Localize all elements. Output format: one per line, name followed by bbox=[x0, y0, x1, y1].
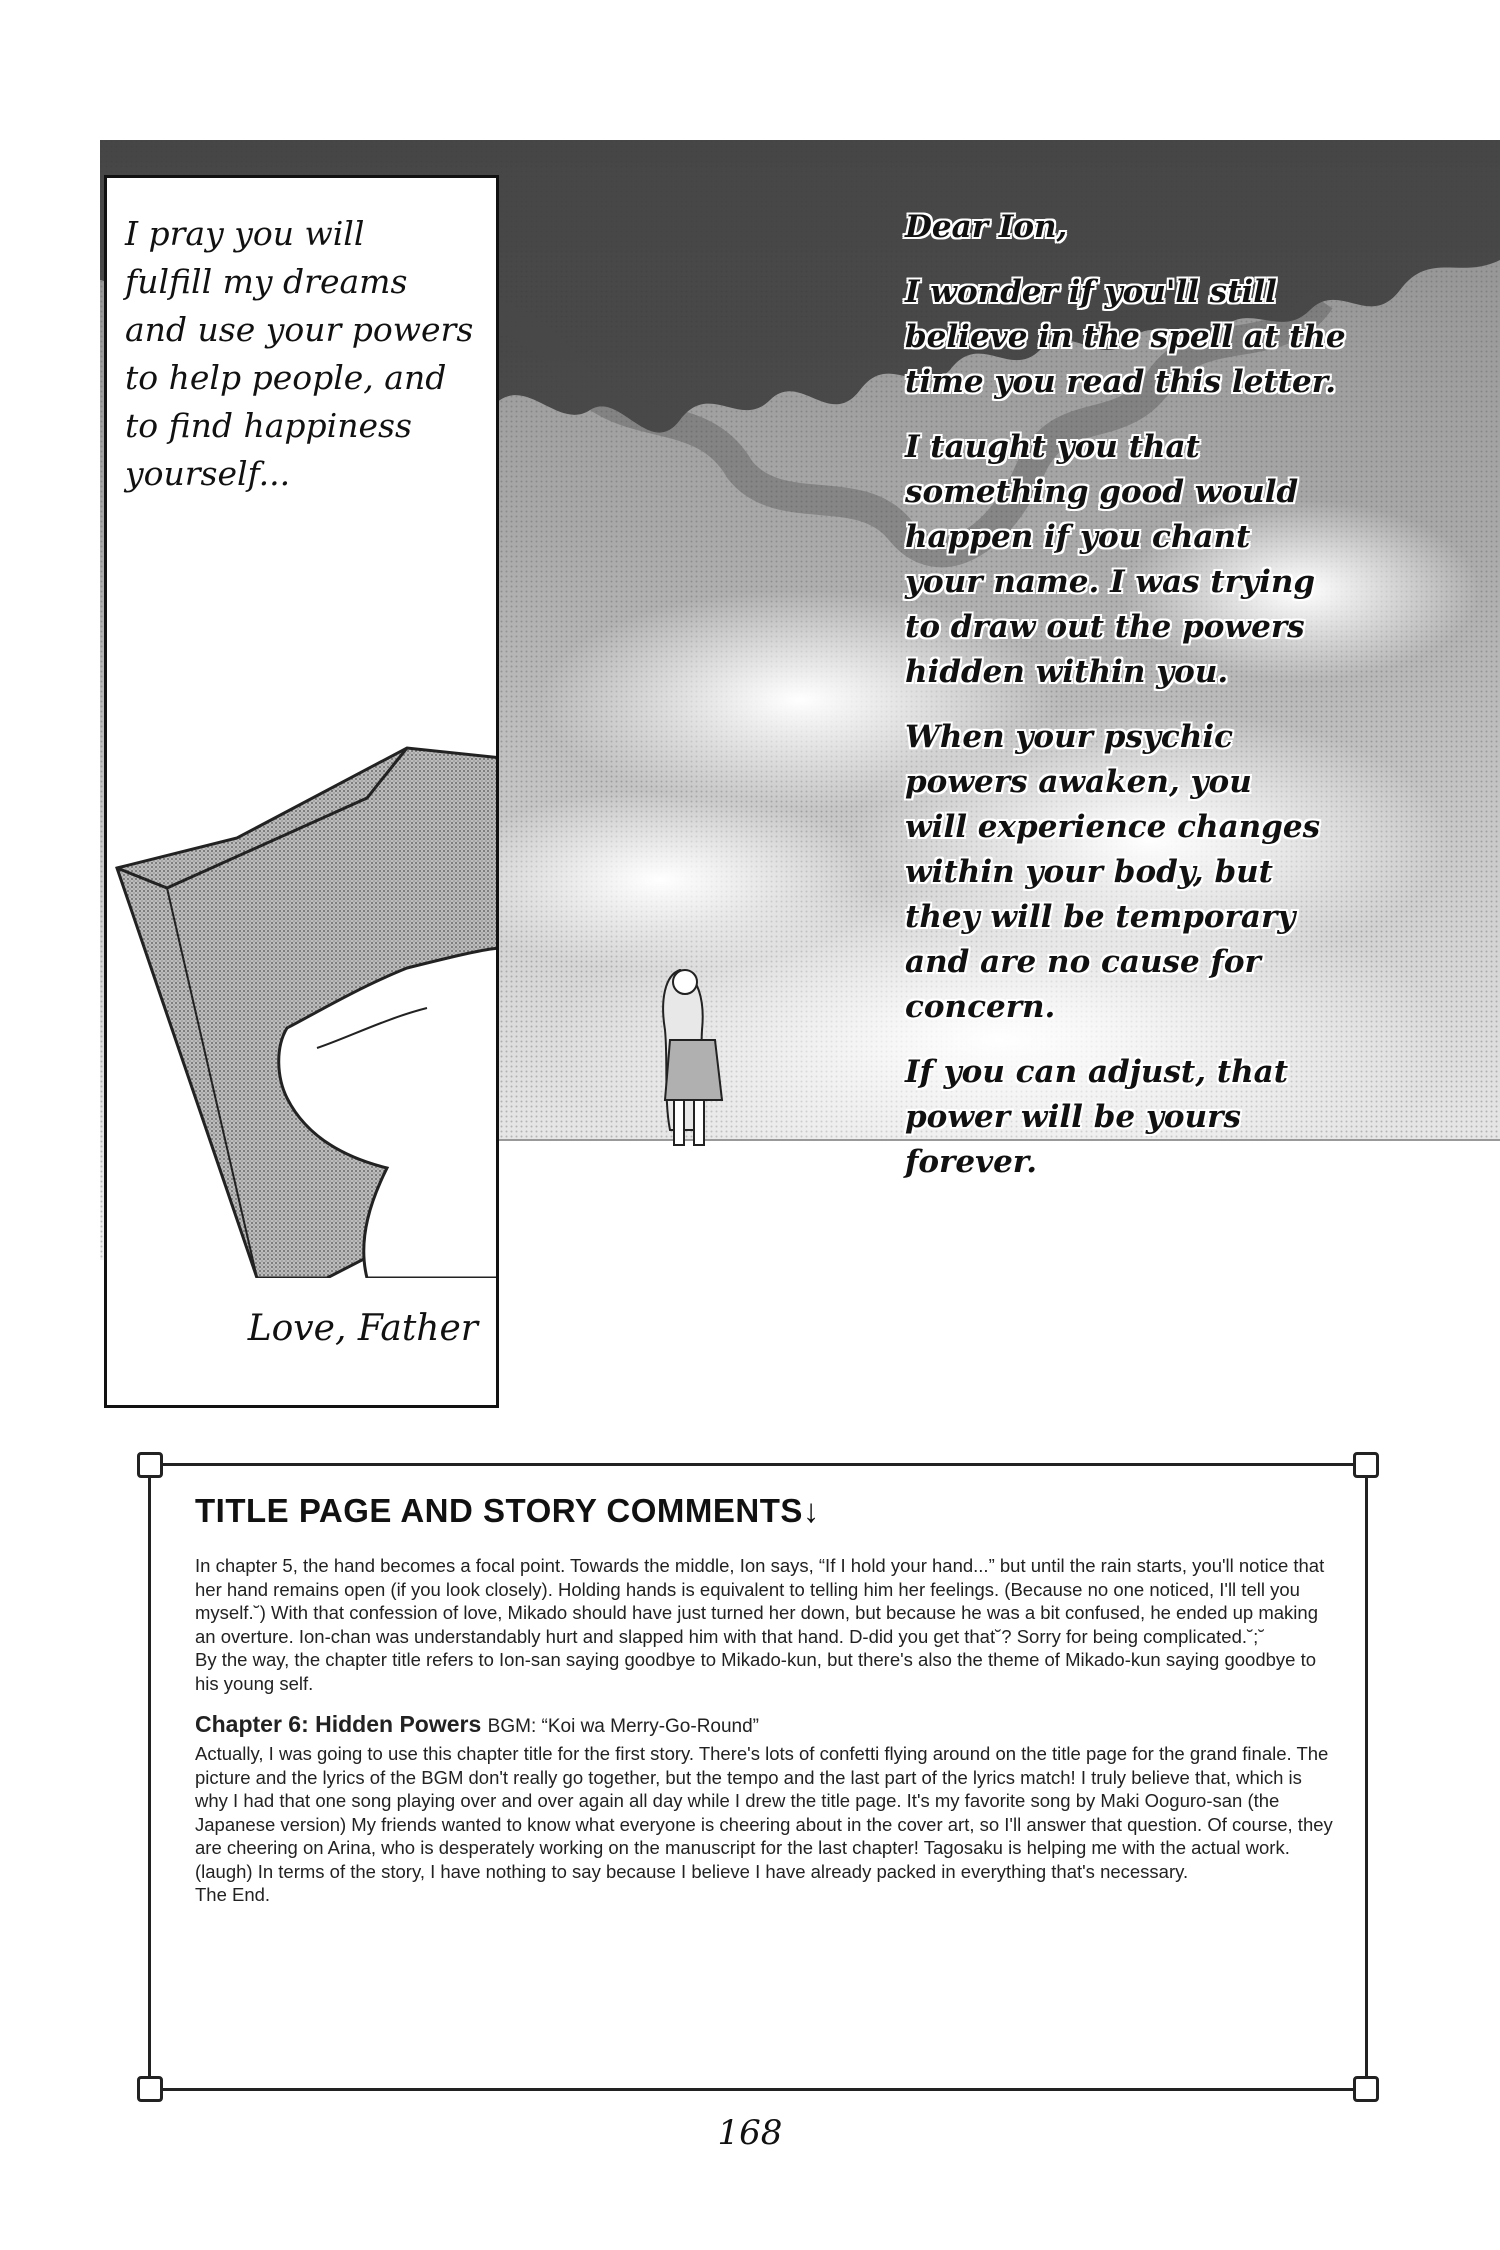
letter-paragraph-2: I taught you that something good would happen if you chant your name. I was trying to draw out the powers hidden within you. bbox=[905, 429, 1316, 690]
signature: Love, Father bbox=[247, 1308, 478, 1349]
prayer-line-3: and use your powers bbox=[125, 310, 474, 349]
letter-paragraph-1: I wonder if you'll still believe in the spell at the time you read this letter. bbox=[905, 274, 1346, 400]
letter-paragraph-4: If you can adjust, that power will be yours forever. bbox=[905, 1054, 1289, 1180]
comments-closing: The End. bbox=[195, 1884, 271, 1905]
letter-panel bbox=[104, 175, 499, 1408]
box-corner-top-left bbox=[137, 1452, 163, 1478]
chapter-bgm: BGM: “Koi wa Merry-Go-Round” bbox=[487, 1716, 760, 1737]
chapter-heading bbox=[195, 1709, 1335, 1742]
prayer-line-4: to help people, and bbox=[125, 358, 447, 397]
comments-title: TITLE PAGE AND STORY COMMENTS↓ bbox=[195, 1492, 820, 1529]
prayer-line-5: to find happiness bbox=[125, 406, 412, 445]
chapter-title: Chapter 6: Hidden Powers bbox=[195, 1711, 482, 1737]
box-corner-top-right bbox=[1353, 1452, 1379, 1478]
prayer-text bbox=[125, 210, 495, 498]
comments-paragraph-1: In chapter 5, the hand becomes a focal point. Towards the middle, Ion says, “If I hold your hand...” but until the rain starts, you'll notice that her hand remains open (if you look closely). Holding hands is equivalent to telling him her feelings. (Because no one noticed, I'll tell you myself.˘) With that confession of love, Mikado should have just turned her down, but because he was a bit confused, he ended up making an overture. Ion-chan was understandably hurt and slapped him with that hand. D-did you get that˘? Sorry for being complicated.˘;˘ bbox=[195, 1555, 1325, 1647]
box-corner-bottom-right bbox=[1353, 2076, 1379, 2102]
prayer-line-6: yourself... bbox=[125, 454, 291, 493]
comments-paragraph-2: By the way, the chapter title refers to Ion-san saying goodbye to Mikado-kun, but there's also the theme of Mikado-kun saying goodbye to his young self. bbox=[195, 1649, 1317, 1694]
box-corner-bottom-left bbox=[137, 2076, 163, 2102]
father-letter bbox=[905, 205, 1425, 1205]
prayer-line-1: I pray you will bbox=[125, 214, 365, 253]
author-comments-box bbox=[148, 1463, 1368, 2091]
page-number: 168 bbox=[717, 2113, 783, 2153]
comments-body bbox=[195, 1554, 1335, 1907]
envelope-in-hand-art bbox=[107, 718, 499, 1278]
comments-paragraph-3: Actually, I was going to use this chapter title for the first story. There's lots of confetti flying around on the title page for the grand finale. The picture and the lyrics of the BGM don't really go together, but the tempo and the last part of the lyrics match! I truly believe that, which is why I had that one song playing over and over again all day while I drew the title page. It's my favorite song by Maki Ooguro-san (the Japanese version) My friends wanted to know what everyone is cheering about in the cover art, so I'll answer that question. Of course, they are cheering on Arina, who is desperately working on the manuscript for the last chapter! Tagosaku is helping me with the actual work. (laugh) In terms of the story, I have nothing to say because I believe I have already packed in everything that's necessary. bbox=[195, 1743, 1333, 1882]
letter-paragraph-3: When your psychic powers awaken, you will experience changes within your body, but they will be temporary and are no cause for concern. bbox=[905, 719, 1321, 1025]
letter-greeting: Dear Ion, bbox=[905, 209, 1068, 245]
prayer-line-2: fulfill my dreams bbox=[125, 262, 408, 301]
